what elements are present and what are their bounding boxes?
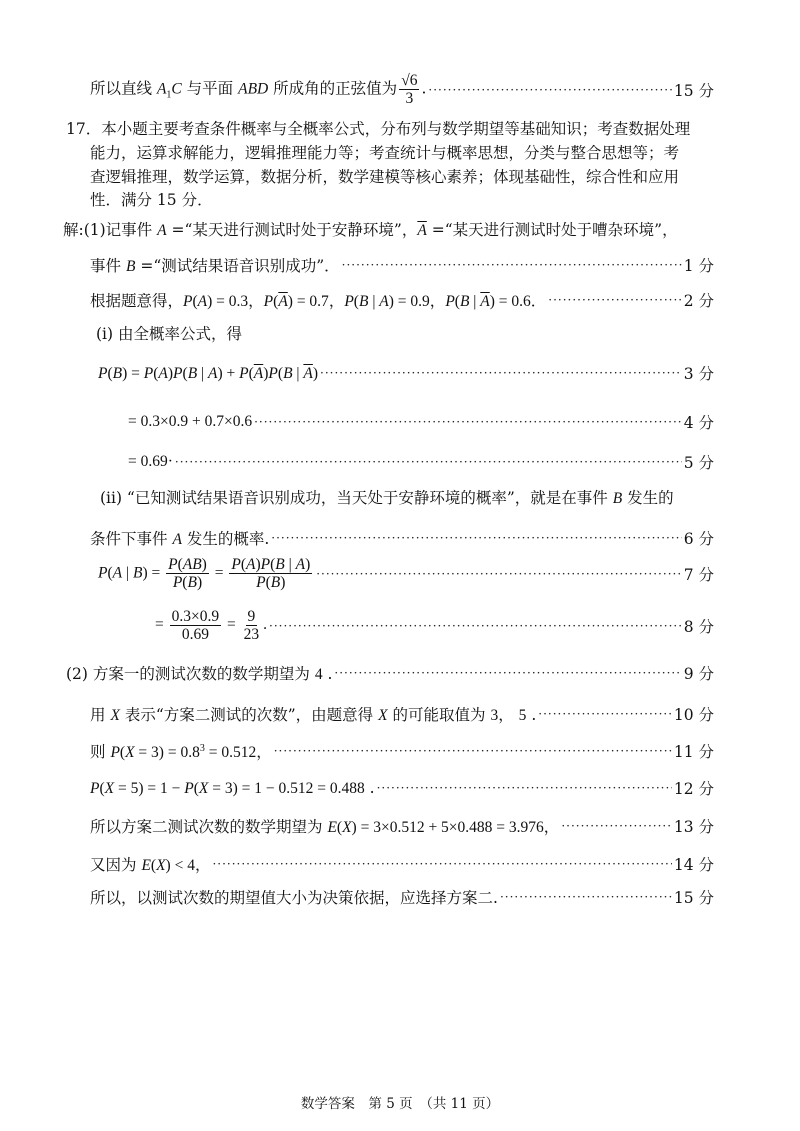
line-text-0: 所以直线 $A_1C$ 与平面 ABD 所成角的正弦值为 $\frac{√6}{3}$ . [90, 72, 427, 107]
score-9: 9 分 [683, 665, 714, 683]
score-11: 11 分 [673, 743, 714, 761]
part-2-define-x: 用 X 表示“方案二测试的次数”，由题意得 X 的可能取值为 3， 5 . ····· 10 分 [90, 703, 714, 725]
score-4: 4 分 [683, 414, 714, 432]
part-ii-heading: (ii) “已知测试结果语音识别成功，当天处于安静环境的概率”，就是在事件 B 发生的 [100, 489, 674, 507]
score-14: 14 分 [673, 856, 714, 874]
q17-intro-line-4: 性．满分 15 分． [90, 191, 213, 209]
score-5: 5 分 [683, 454, 714, 472]
q17-intro-line-2: 能力，运算求解能力，逻辑推理能力等；考查统计与概率思想，分类与整合思想等；考 [90, 144, 680, 162]
solution-line-event-b: 事件 B =“测试结果语音识别成功”． ····· 1 分 [90, 254, 714, 276]
part-i-heading: (i) 由全概率公式，得 [96, 325, 242, 343]
part-2-plan-one: (2) 方案一的测试次数的数学期望为 4 . ····· 9 分 [66, 662, 714, 684]
bayes-formula: P(A | B) = $\frac{P(AB)}{P(B)}$ = $\frac{P(A)P(B | A)}{P(B)}$ ····· 7 分 [98, 556, 714, 591]
solution-line-given: 根据题意得，P(A) = 0.3，$P(\overline{A}) = 0.7$，P(B | A) = 0.9，P(B | $\overline{A}) = 0.6$． ····· 2 分 [90, 289, 714, 311]
bayes-result: = $\frac{0.3\times 0.9}{0.69}$ = $\frac{9}{23}$ . ····· 8 分 [155, 608, 714, 643]
page-footer: 数学答案 第 5 页 （共 11 页） [300, 1096, 500, 1112]
score-1: 1 分 [683, 257, 714, 275]
prob-x-equals-5: P(X = 5) = 1 − P(X = 3) = 1 − 0.512 = 0.488 . ····· 12 分 [90, 777, 714, 799]
final-conclusion: 所以，以测试次数的期望值大小为决策依据，应选择方案二. ····· 15 分 [90, 886, 714, 908]
part-ii-condition: 条件下事件 A 发生的概率. ····· 6 分 [90, 527, 714, 549]
score-2: 2 分 [683, 292, 714, 310]
score-13: 13 分 [673, 818, 714, 836]
score-7: 7 分 [683, 565, 714, 584]
q17-intro-line-3: 查逻辑推理，数学运算，数据分析，数学建模等核心素养；体现基础性，综合性和应用 [90, 168, 680, 186]
score-8: 8 分 [683, 617, 714, 636]
solution-line-events: 解:(1)记事件 A =“某天进行测试时处于安静环境”，$\overline{A}$ =“某天进行测试时处于嘈杂环境”， [63, 221, 678, 239]
total-prob-formula: P(B) = P(A)P(B | $A) + P(\overline{A})P(B$ | $\overline{A}$) ····· 3 分 [98, 362, 714, 384]
conclusion-line [90, 72, 714, 107]
q17-intro-line-1: 17．本小题主要考查条件概率与全概率公式，分布列与数学期望等基础知识；考查数据处理 [66, 120, 691, 138]
score-0: 15 分 [673, 81, 714, 100]
score-15: 15 分 [673, 889, 714, 907]
compare-expectation: 又因为 E(X) < 4， ····· 14 分 [90, 853, 714, 875]
score-12: 12 分 [673, 780, 714, 798]
score-10: 10 分 [673, 706, 714, 724]
score-3: 3 分 [683, 365, 714, 383]
score-6: 6 分 [683, 530, 714, 548]
expectation-plan-two: 所以方案二测试次数的数学期望为 E(X) = 3×0.512 + 5×0.488 = 3.976， ····· 13 分 [90, 815, 714, 837]
prob-x-equals-3: 则 $P(X = 3) = 0.8^3 = 0.512$， ····· 11 分 [90, 740, 714, 762]
calc-step-1: = 0.3×0.9 + 0.7×0.6 ····· 4 分 [128, 411, 714, 433]
calc-step-2: = 0.69· ····· 5 分 [128, 451, 714, 473]
